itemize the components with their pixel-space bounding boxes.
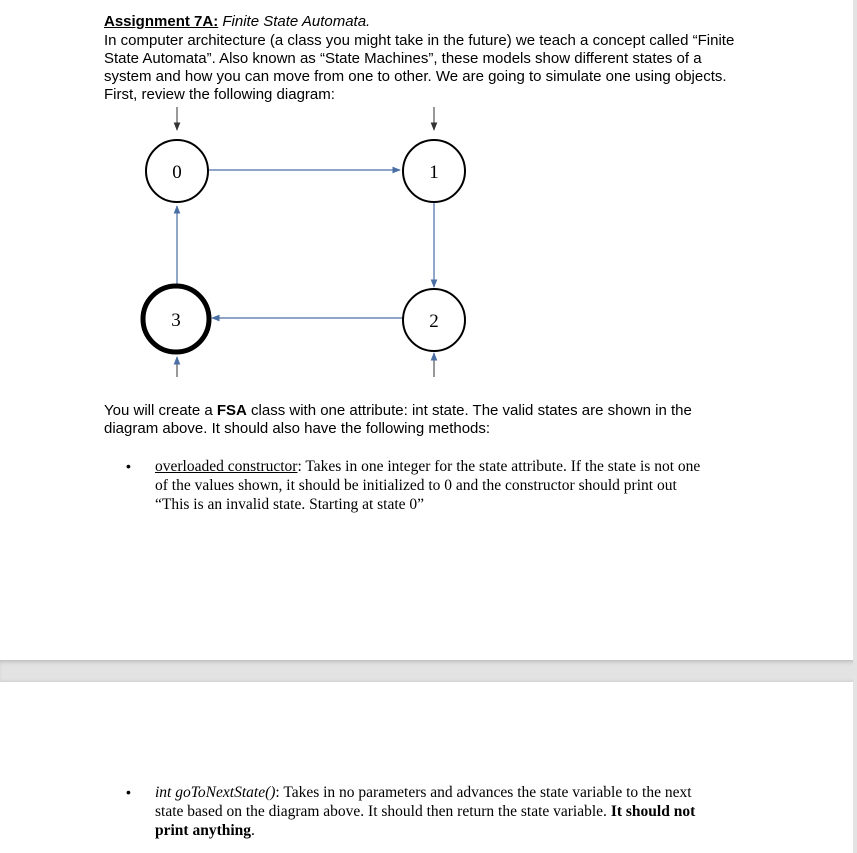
intro-line: In computer architecture (a class you might take in the future) we teach a concept called “Finite — [104, 32, 735, 49]
assignment-title: Finite State Automata. — [222, 13, 371, 30]
method-title: int goToNextState() — [155, 784, 276, 801]
bullet-dot: • — [126, 784, 131, 800]
method-title: overloaded constructor — [155, 458, 298, 475]
intro-line: system and how you can move from one to other. We are going to simulate one using objects. — [104, 68, 727, 85]
intro-line: State Automata”. Also known as “State Machines”, these models show different states of a — [104, 50, 702, 67]
class-description-line-1: You will create a FSA class with one attribute: int state. The valid states are shown in the — [104, 402, 692, 419]
state-2-label: 2 — [429, 311, 439, 332]
state-3-label: 3 — [171, 310, 181, 331]
bullet-content: int goToNextState(): Takes in no parameters and advances the state variable to the next state based on the diagram above. It should then return the state variable. It should not print anything. — [155, 784, 696, 839]
page-separator — [0, 660, 857, 682]
class-description-line-2: diagram above. It should also have the following methods: — [104, 420, 491, 437]
state-0-label: 0 — [172, 162, 182, 183]
assignment-label: Assignment 7A: — [104, 13, 219, 30]
class-description — [104, 402, 784, 438]
bullet-dot: • — [126, 458, 131, 474]
bullet-content: overloaded constructor: Takes in one integer for the state attribute. If the state is not one of the values shown, it should be initialized to 0 and the constructor should print out “This is an invalid state. Starting at state 0” — [155, 458, 701, 513]
viewer-scrollbar-gutter — [853, 0, 857, 853]
state-diagram — [0, 0, 857, 400]
intro-line: First, review the following diagram: — [104, 86, 335, 103]
state-1-label: 1 — [429, 162, 439, 183]
class-name: FSA — [216, 402, 247, 419]
